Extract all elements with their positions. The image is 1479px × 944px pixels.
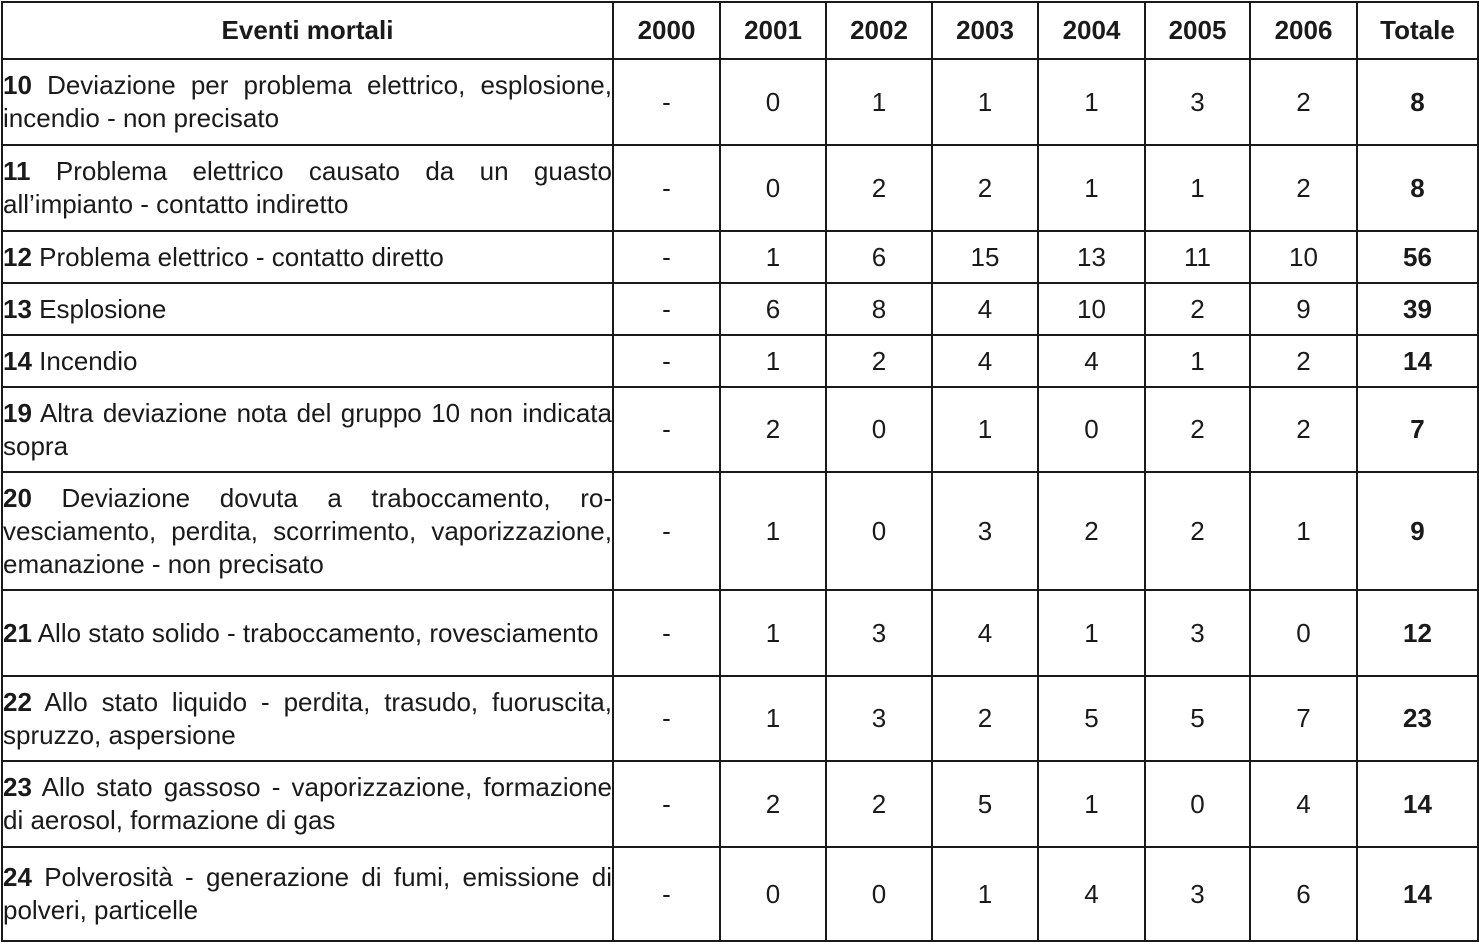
value-cell: - — [613, 847, 720, 941]
value-cell: 2 — [720, 387, 826, 472]
event-description: Esplosione — [39, 293, 167, 324]
value-cell: 2 — [1250, 387, 1357, 472]
event-code: 13 — [3, 293, 32, 324]
value-cell: 1 — [932, 59, 1038, 145]
value-cell: 1 — [932, 387, 1038, 472]
value-cell: 2 — [1250, 145, 1357, 231]
table-row — [2, 761, 1478, 847]
value-cell: 0 — [826, 847, 932, 941]
value-cell: 1 — [826, 59, 932, 145]
value-cell: 2 — [932, 145, 1038, 231]
value-cell: - — [613, 283, 720, 335]
value-cell: - — [613, 387, 720, 472]
value-cell: 0 — [1145, 761, 1250, 847]
header-row — [2, 2, 1478, 59]
event-description: Deviazione per problema elettrico, esplosione, incendio - non precisato — [3, 70, 612, 133]
value-cell: 0 — [1250, 590, 1357, 676]
header-year-2003: 2003 — [932, 2, 1038, 59]
event-code: 10 — [3, 70, 32, 100]
value-cell: 2 — [826, 761, 932, 847]
value-cell: 2 — [720, 761, 826, 847]
value-cell: 0 — [826, 472, 932, 590]
value-cell: 4 — [1038, 847, 1145, 941]
value-cell: 6 — [826, 231, 932, 283]
value-cell: 1 — [1250, 472, 1357, 590]
total-cell: 14 — [1357, 335, 1478, 387]
value-cell: 1 — [720, 676, 826, 761]
event-cell — [2, 283, 613, 335]
value-cell: 9 — [1250, 283, 1357, 335]
event-description: Problema elettrico causato da un guasto all’impianto - contatto indiretto — [3, 156, 612, 219]
event-code: 23 — [3, 772, 32, 802]
value-cell: 1 — [720, 335, 826, 387]
value-cell: 15 — [932, 231, 1038, 283]
table-row — [2, 145, 1478, 231]
event-code: 11 — [3, 156, 31, 186]
value-cell: - — [613, 231, 720, 283]
event-cell — [2, 472, 613, 590]
value-cell: 3 — [932, 472, 1038, 590]
event-cell — [2, 145, 613, 231]
event-cell — [2, 847, 613, 941]
value-cell: - — [613, 590, 720, 676]
header-year-2004: 2004 — [1038, 2, 1145, 59]
value-cell: 2 — [1145, 387, 1250, 472]
event-code: 22 — [3, 686, 32, 717]
event-description: Altra deviazione nota del gruppo 10 non indicata sopra — [3, 397, 612, 461]
header-total: Totale — [1357, 2, 1478, 59]
total-cell: 14 — [1357, 761, 1478, 847]
value-cell: 1 — [720, 472, 826, 590]
value-cell: 2 — [1145, 283, 1250, 335]
value-cell: 3 — [826, 676, 932, 761]
event-description: Deviazione dovuta a traboccamento, rovesciamento, perdita, scorrimento, vaporizzazione, emanazione - non precisato — [3, 482, 612, 579]
value-cell: 5 — [1038, 676, 1145, 761]
total-cell: 23 — [1357, 676, 1478, 761]
header-year-2006: 2006 — [1250, 2, 1357, 59]
value-cell: 0 — [720, 847, 826, 941]
value-cell: 4 — [932, 283, 1038, 335]
value-cell: 3 — [1145, 59, 1250, 145]
value-cell: - — [613, 676, 720, 761]
header-year-2001: 2001 — [720, 2, 826, 59]
table-row — [2, 59, 1478, 145]
value-cell: 11 — [1145, 231, 1250, 283]
total-cell: 8 — [1357, 59, 1478, 145]
event-description: Polverosità - generazione di fumi, emissione di polveri, particelle — [3, 862, 612, 925]
value-cell: - — [613, 472, 720, 590]
value-cell: 1 — [1038, 761, 1145, 847]
value-cell: 7 — [1250, 676, 1357, 761]
value-cell: 5 — [932, 761, 1038, 847]
table-row — [2, 590, 1478, 676]
value-cell: 4 — [932, 590, 1038, 676]
header-events: Eventi mortali — [2, 2, 613, 59]
event-cell — [2, 590, 613, 676]
table-row — [2, 676, 1478, 761]
value-cell: - — [613, 59, 720, 145]
value-cell: 1 — [720, 231, 826, 283]
event-cell — [2, 387, 613, 472]
value-cell: 1 — [1038, 590, 1145, 676]
event-description: Allo stato liquido - perdita, trasudo, fuoruscita, spruzzo, aspersione — [3, 686, 612, 750]
value-cell: 2 — [1250, 59, 1357, 145]
value-cell: 0 — [720, 59, 826, 145]
event-cell — [2, 59, 613, 145]
value-cell: 0 — [1038, 387, 1145, 472]
table-row — [2, 387, 1478, 472]
value-cell: 2 — [826, 145, 932, 231]
value-cell: 13 — [1038, 231, 1145, 283]
value-cell: 0 — [720, 145, 826, 231]
event-code: 20 — [3, 482, 32, 513]
fatal-events-table — [1, 1, 1479, 942]
value-cell: 1 — [1038, 59, 1145, 145]
total-cell: 39 — [1357, 283, 1478, 335]
value-cell: 8 — [826, 283, 932, 335]
value-cell: 1 — [1145, 145, 1250, 231]
value-cell: 2 — [1250, 335, 1357, 387]
event-code: 14 — [3, 345, 32, 376]
event-code: 24 — [3, 862, 32, 892]
value-cell: 6 — [1250, 847, 1357, 941]
value-cell: 2 — [1038, 472, 1145, 590]
event-description: Problema elettrico - contatto diretto — [39, 241, 444, 272]
value-cell: 4 — [932, 335, 1038, 387]
value-cell: 4 — [1038, 335, 1145, 387]
value-cell: 2 — [932, 676, 1038, 761]
value-cell: 3 — [1145, 590, 1250, 676]
value-cell: 0 — [826, 387, 932, 472]
value-cell: 2 — [1145, 472, 1250, 590]
value-cell: 3 — [1145, 847, 1250, 941]
table-row — [2, 283, 1478, 335]
value-cell: 2 — [826, 335, 932, 387]
header-year-2005: 2005 — [1145, 2, 1250, 59]
total-cell: 9 — [1357, 472, 1478, 590]
table-row — [2, 847, 1478, 941]
value-cell: 1 — [1145, 335, 1250, 387]
value-cell: - — [613, 145, 720, 231]
event-cell — [2, 335, 613, 387]
value-cell: 6 — [720, 283, 826, 335]
total-cell: 12 — [1357, 590, 1478, 676]
value-cell: 10 — [1038, 283, 1145, 335]
event-code: 19 — [3, 397, 32, 428]
value-cell: - — [613, 335, 720, 387]
header-year-2000: 2000 — [613, 2, 720, 59]
value-cell: 4 — [1250, 761, 1357, 847]
value-cell: - — [613, 761, 720, 847]
event-description: Allo stato gassoso - vaporizzazione, formazione di aerosol, formazione di gas — [3, 772, 612, 835]
header-year-2002: 2002 — [826, 2, 932, 59]
event-description: Allo stato solido - traboccamento, rovesciamento — [37, 617, 599, 648]
table-row — [2, 472, 1478, 590]
event-description: Incendio — [39, 345, 138, 376]
event-code: 21 — [3, 617, 32, 648]
table-row — [2, 231, 1478, 283]
event-cell — [2, 231, 613, 283]
total-cell: 7 — [1357, 387, 1478, 472]
total-cell: 8 — [1357, 145, 1478, 231]
event-cell — [2, 676, 613, 761]
value-cell: 3 — [826, 590, 932, 676]
value-cell: 5 — [1145, 676, 1250, 761]
table-row — [2, 335, 1478, 387]
total-cell: 14 — [1357, 847, 1478, 941]
value-cell: 1 — [720, 590, 826, 676]
event-code: 12 — [3, 241, 32, 272]
total-cell: 56 — [1357, 231, 1478, 283]
value-cell: 10 — [1250, 231, 1357, 283]
event-cell — [2, 761, 613, 847]
value-cell: 1 — [1038, 145, 1145, 231]
value-cell: 1 — [932, 847, 1038, 941]
